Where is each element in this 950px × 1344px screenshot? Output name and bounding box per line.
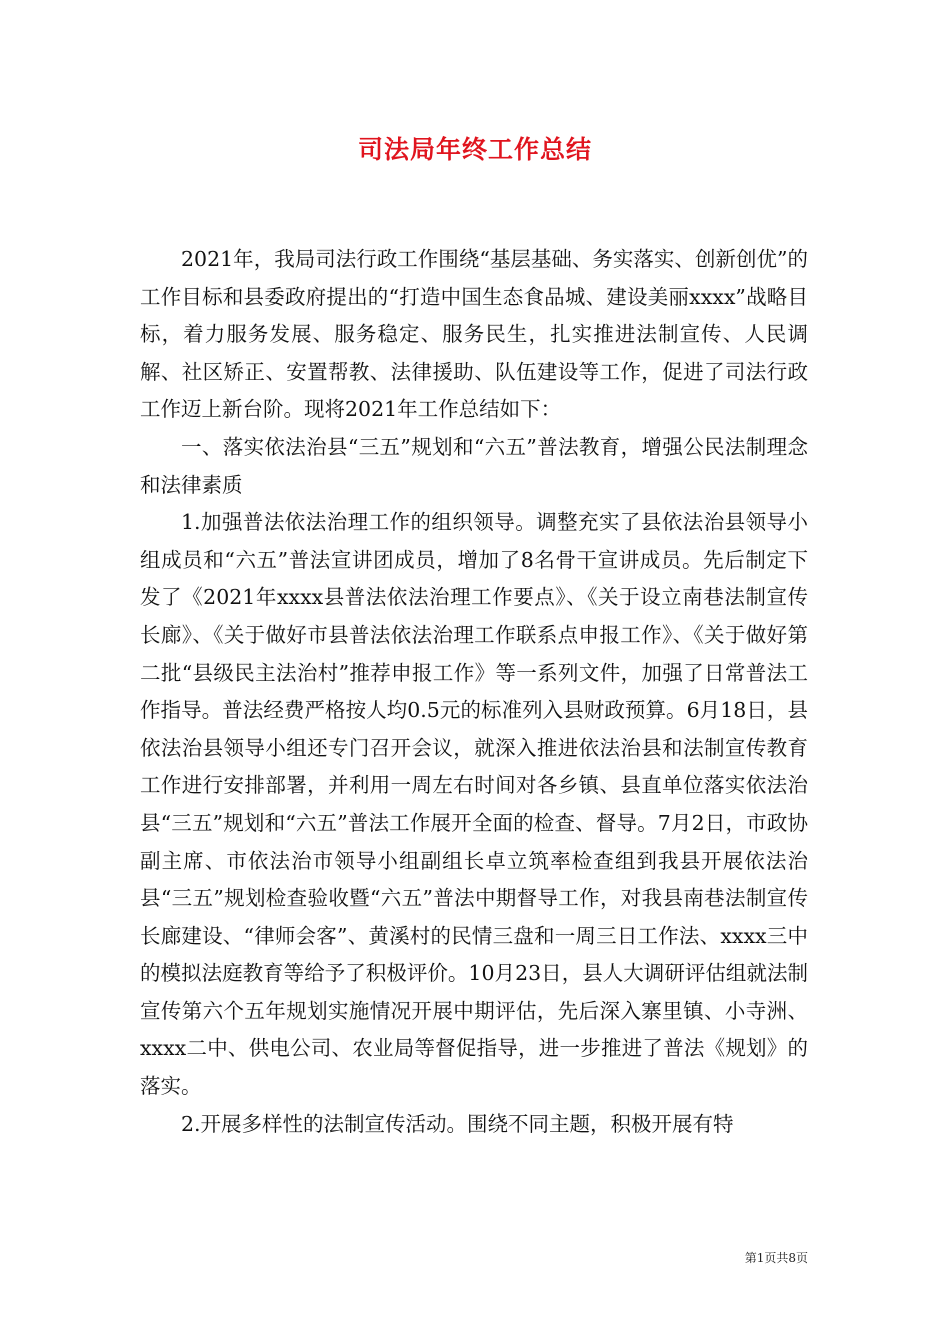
- paragraph-item-1: 1.加强普法依法治理工作的组织领导。调整充实了县依法治县领导小组成员和“六五”普法宣讲团成员，增加了8名骨干宣讲成员。先后制定下发了《2021年xxxx县普法依法治理工作要点》、《关于设立南巷法制宣传长廊》、《关于做好市县普法依法治理工作联系点申报工作》、《关于做好第二批“县级民主法治村”推荐申报工作》等一系列文件，加强了日常普法工作指导。普法经费严格按人均0.5元的标准列入县财政预算。6月18日，县依法治县领导小组还专门召开会议，就深入推进依法治县和法制宣传教育工作进行安排部署，并利用一周左右时间对各乡镇、县直单位落实依法治县“三五”规划和“六五”普法工作展开全面的检查、督导。7月2日，市政协副主席、市依法治市领导小组副组长卓立筑率检查组到我县开展依法治县“三五”规划检查验收暨“六五”普法中期督导工作，对我县南巷法制宣传长廊建设、“律师会客”、黄溪村的民情三盘和一周三日工作法、xxxx三中的模拟法庭教育等给予了积极评价。10月23日，县人大调研评估组就法制宣传第六个五年规划实施情况开展中期评估，先后深入寨里镇、小寺洲、xxxx二中、供电公司、农业局等督促指导，进一步推进了普法《规划》的落实。: [140, 510, 808, 1099]
- paragraph-item-2: 2.开展多样性的法制宣传活动。围绕不同主题，积极开展有特: [181, 1111, 734, 1136]
- paragraph-section-heading: 一、落实依法治县“三五”规划和“六五”普法教育，增强公民法制理念和法律素质: [140, 434, 808, 497]
- document-title: 司法局年终工作总结: [357, 135, 592, 164]
- page-number: 第1页共8页: [744, 1251, 808, 1265]
- document-body: [140, 241, 808, 1143]
- paragraph-intro: 2021年，我局司法行政工作围绕“基层基础、务实落实、创新创优”的工作目标和县委政府提出的“打造中国生态食品城、建设美丽xxxx”战略目标，着力服务发展、服务稳定、服务民生，扎实推进法制宣传、人民调解、社区矫正、安置帮教、法律援助、队伍建设等工作，促进了司法行政工作迈上新台阶。现将2021年工作总结如下：: [140, 247, 808, 422]
